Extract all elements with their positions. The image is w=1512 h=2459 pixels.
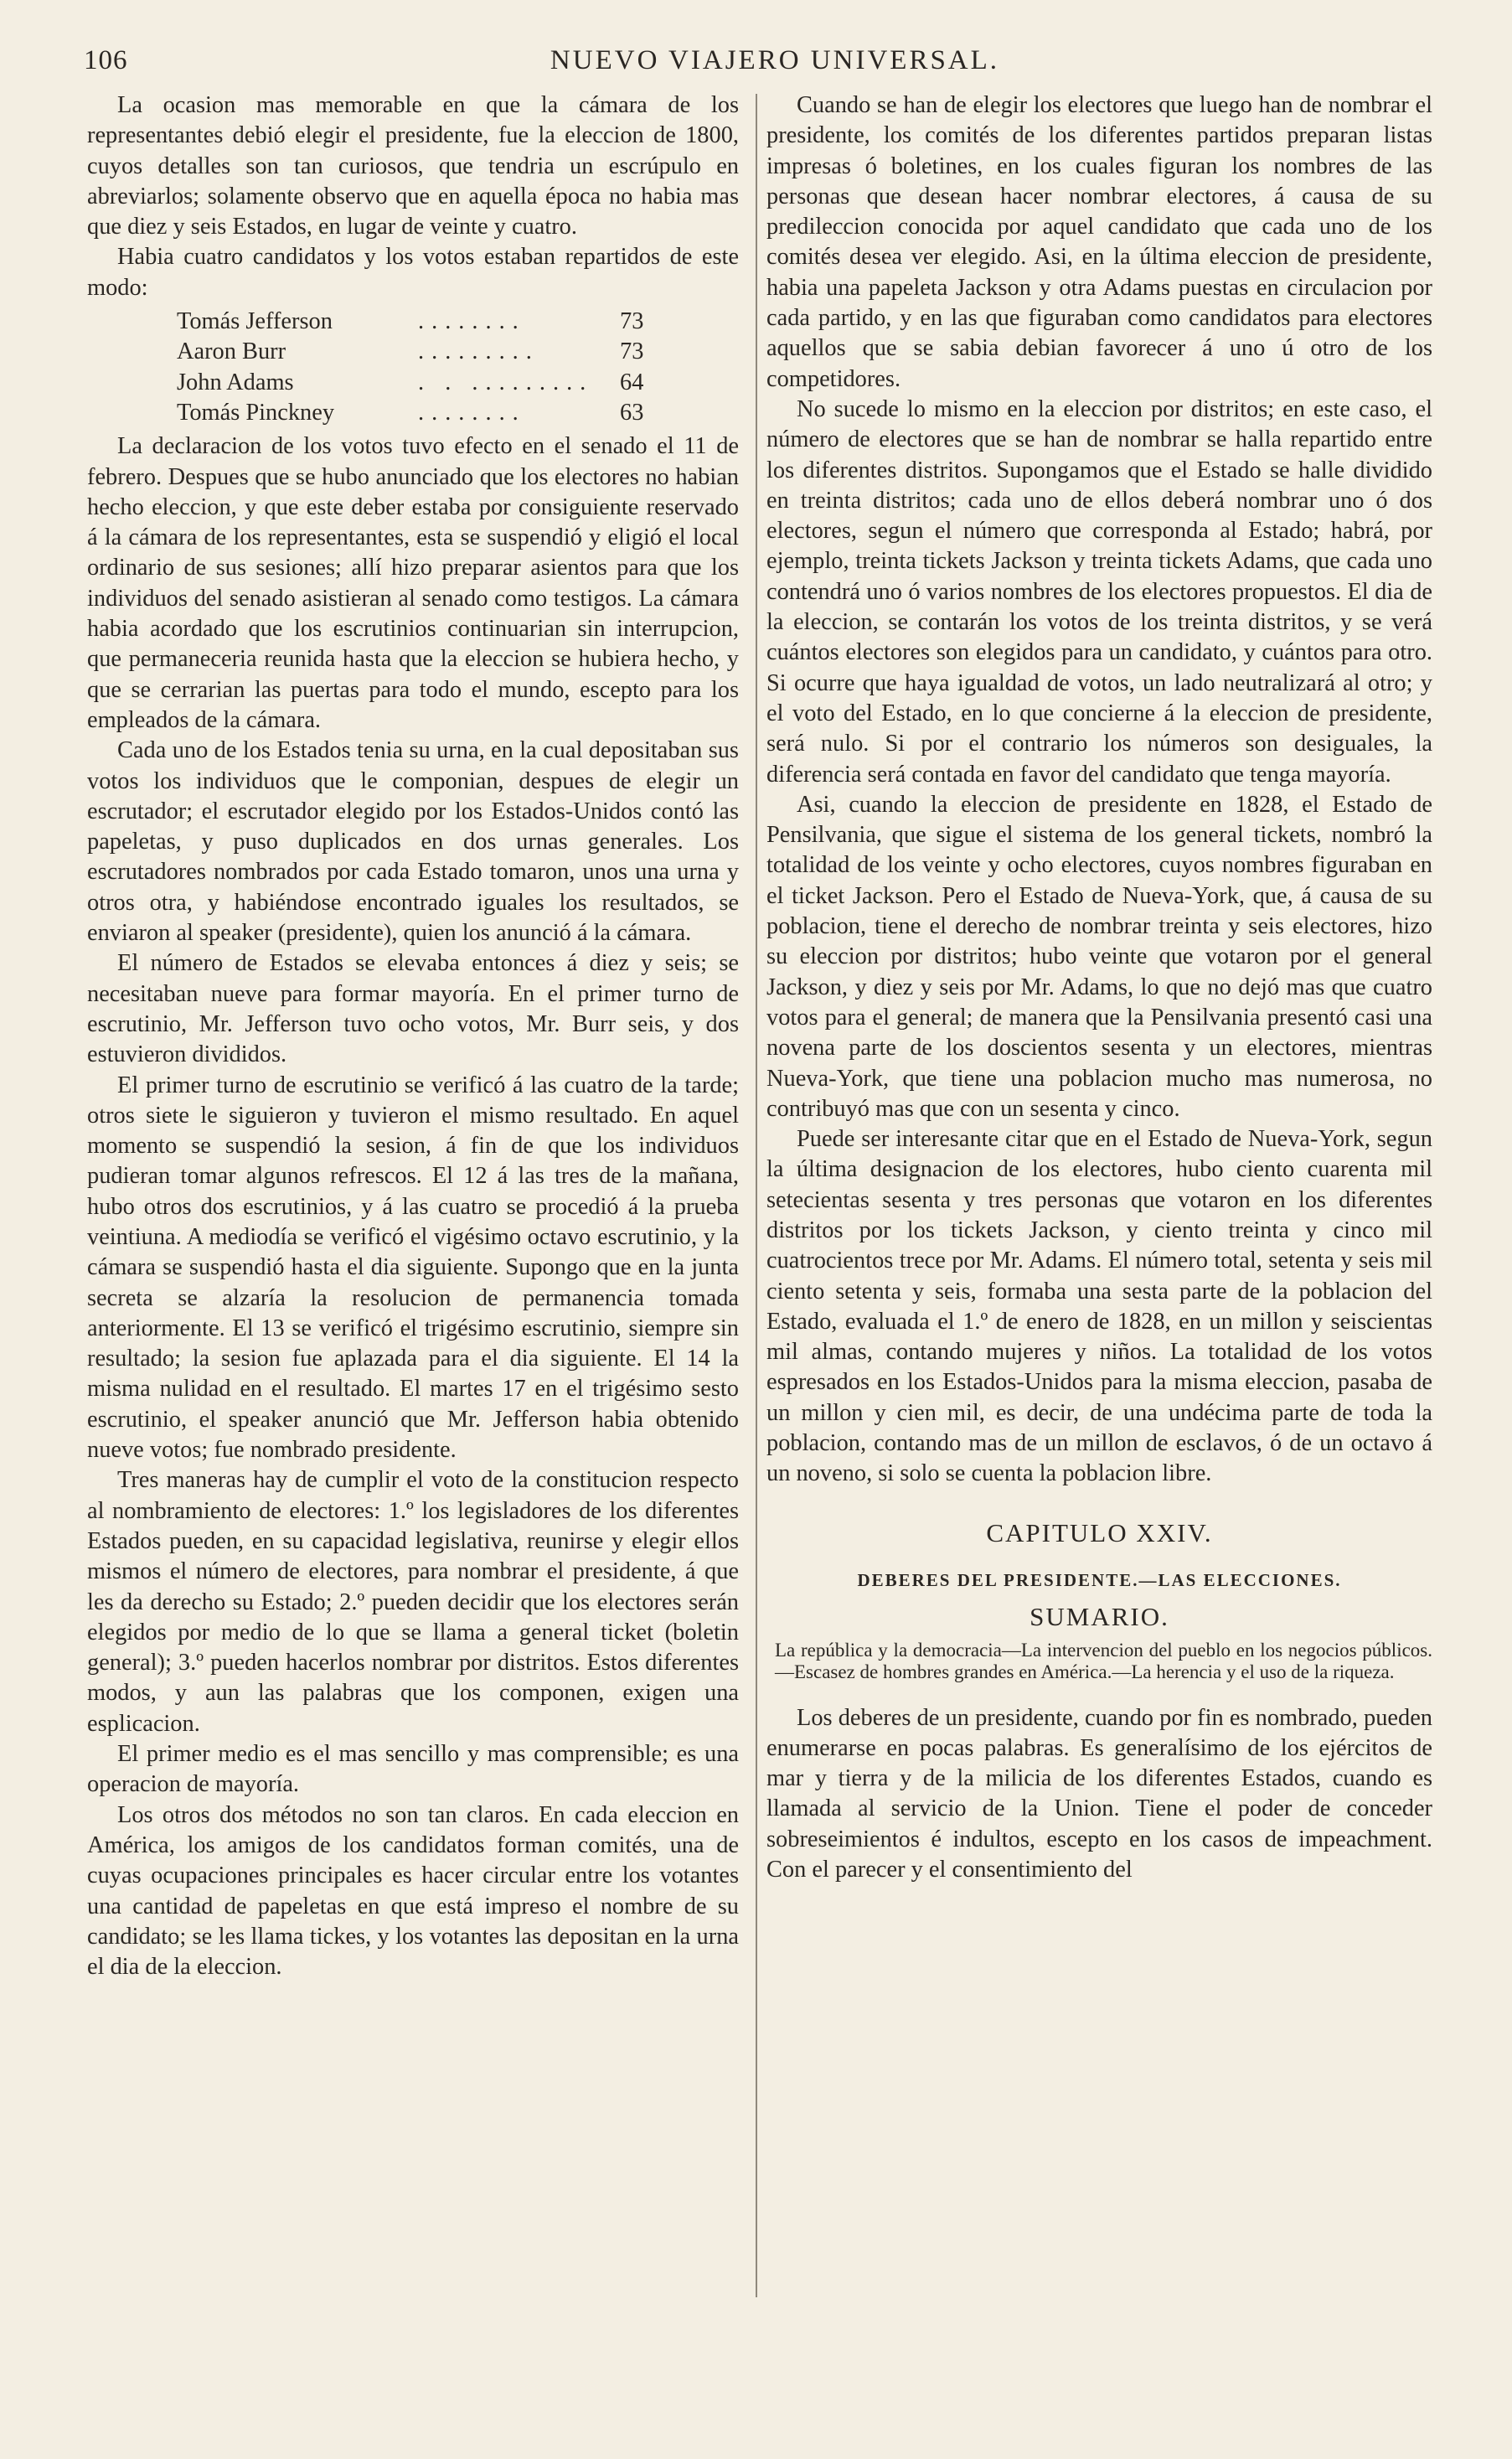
paragraph: Cuando se han de elegir los electores que luego han de nombrar el presidente, los comités de los diferentes partidos preparan listas impresas ó boletines, en los cuales figuran los nombres de las personas que desean hacer nombrar electores, á causa de su predileccion conocida por aquel candidato que cada uno de los comités desea ver elegido. Asi, en la última eleccion de presidente, habia una papeleta Jackson y otra Adams puestas en circulacion por cada partido, y en las que figuraban como candidatos para electores aquellos que se sabia debian favorecer á uno ú otro de los competidores. [766,92,1432,392]
leader-dots: ........ [418,399,526,426]
leader-dots: ......... [418,338,539,365]
paragraph: La ocasion mas memorable en que la cámara de los representantes debió elegir el presidente, fue la eleccion de 1800, cuyos detalles son tan curiosos, que tendria un escrúpulo en abreviarlos; solamente observo que en aquella época no habia mas que diez y seis Estados, en lugar de veinte y cuatro. [87,92,739,240]
candidate-name: Tomás Pinckney [177,399,335,426]
paragraph: La declaracion de los votos tuvo efecto en el senado el 11 de febrero. Despues que se hubo anunciado que los electores no habian hecho eleccion, y que este deber estaba por consiguiente reservado á la cámara de los representantes, esta se suspendió y eligió el local ordinario de sus sesiones; allí hizo preparar asientos para que los individuos del senado asistieran al senado como testigos. La cámara habia acordado que los escrutinios continuarian sin interrupcion, que permaneceria reunida hasta que la eleccion se hubiera hecho, y que se cerrarian las puertas para todo el mundo, escepto para los empleados de la cámara. [87,433,739,733]
running-title: NUEVO VIAJERO UNIVERSAL. [550,45,1000,75]
vote-count: 63 [620,399,644,426]
vote-table [87,307,739,428]
paragraph: El primer turno de escrutinio se verificó á las cuatro de la tarde; otros siete le siguieron y tuvieron el mismo resultado. En aquel momento se suspendió la sesion, á fin de que los individuos pudieran tomar algunos refrescos. El 12 á las tres de la mañana, hubo otros dos escrutinios, y á las cuatro se procedió á la prueba veintiuna. A mediodía se verificó el vigésimo octavo escrutinio, y la cámara se suspendió hasta el dia siguiente. Supongo que en la junta secreta se alzaría la resolucion de permanencia tomada anteriormente. El 13 se verificó el trigésimo escrutinio, siempre sin resultado; la sesion fue aplazada para el dia siguiente. El 14 la misma nulidad en el resultado. El martes 17 en el trigésimo sesto escrutinio, el speaker anunció que Mr. Jefferson habia obtenido nueve votos; fue nombrado presidente. [87,1072,739,1464]
paragraph: Los otros dos métodos no son tan claros. En cada eleccion en América, los amigos de los candidatos forman comités, una de cuyas ocupaciones principales es hacer circular entre los votantes una cantidad de papeletas en que está impreso el nombre de su candidato; se les llama tickes, y los votantes las depositan en la urna el dia de la eleccion. [87,1801,739,1981]
paragraph: Asi, cuando la eleccion de presidente en 1828, el Estado de Pensilvania, que sigue el sistema de los general tickets, nombró la totalidad de los veinte y ocho electores, cuyos nombres figuraban en el ticket Jackson. Pero el Estado de Nueva-York, que, á causa de su poblacion, tiene el derecho de nombrar treinta y seis electores, hizo su eleccion por distritos; hubo veinte que votaron por el general Jackson, y diez y seis por Mr. Adams, lo que no dejó mas que cuatro votos para el general; de manera que la Pensilvania presentó casi una novena parte de los doscientos sesenta y un electores, mientras Nueva-York, que tiene una poblacion mucho mas numerosa, no contribuyó mas que con un sesenta y cinco. [766,791,1432,1122]
candidate-name: Tomás Jefferson [177,308,333,335]
candidate-name: John Adams [177,369,294,395]
chapter-heading: CAPITULO XXIV. [986,1517,1213,1547]
column-divider [756,94,757,2297]
candidate-name: Aaron Burr [177,338,286,365]
page-header [84,45,1466,87]
vote-row [87,307,739,337]
paragraph: No sucede lo mismo en la eleccion por distritos; en este caso, el número de electores que se han de nombrar se halla repartido entre los diferentes distritos. Supongamos que el Estado se halle dividido en treinta distritos; cada uno de ellos deberá nombrar uno ó dos electores, segun el número que corresponda al Estado; habrá, por ejemplo, treinta tickets Jackson y treinta tickets Adams, que cada uno contendrá uno ó varios nombres de los electores propuestos. El dia de la eleccion, se contarán los votos de los treinta distritos, y se verá cuántos electores son elegidos para un candidato, y cuántos para otro. Si ocurre que haya igualdad de votos, un lado neutralizará al otro; y el voto del Estado, en lo que concierne á la eleccion de presidente, será nulo. Si por el contrario los números son desiguales, la diferencia será contada en favor del candidato que tenga mayoría. [766,395,1432,788]
page-number: 106 [84,45,128,75]
leader-dots: ........ [418,308,526,335]
vote-count: 64 [620,369,644,395]
right-column [766,90,1432,1885]
chapter-subtitle: DEBERES DEL PRESIDENTE.—LAS ELECCIONES. [857,1569,1342,1590]
vote-row [87,398,739,428]
paragraph: El número de Estados se elevaba entonces á diez y seis; se necesitaban nueve para formar mayoría. En el primer turno de escrutinio, Mr. Jefferson tuvo ocho votos, Mr. Burr seis, y dos estuvieron divididos. [87,950,739,1068]
vote-row [87,368,739,398]
paragraph: Puede ser interesante citar que en el Estado de Nueva-York, segun la última designacion de los electores, hubo ciento cuarenta mil setecientas sesenta y tres personas que votaron en los diferentes distritos por los tickets Jackson, y ciento treinta y cinco mil cuatrocientos trece por Mr. Adams. El número total, setenta y seis mil ciento setenta y seis, formaba una sesta parte de la poblacion del Estado, evaluada el 1.º de enero de 1828, en un millon y seiscientas mil almas, contando mujeres y niños. La totalidad de los votos espresados en los Estados-Unidos para la misma eleccion, pasaba de un millon y cien mil, es decir, de una undécima parte de toda la poblacion, contando mas de un millon de esclavos, ó de un octavo á un noveno, si solo se cuenta la poblacion libre. [766,1126,1432,1487]
paragraph: Cada uno de los Estados tenia su urna, en la cual depositaban sus votos los individuos que le componian, despues de elegir un escrutador; el escrutador elegido por los Estados-Unidos contó las papeletas, y puso duplicados en dos urnas generales. Los escrutadores nombrados por cada Estado tomaron, unos una urna y otros otra, y habiéndose encontrado iguales los resultados, se enviaron al speaker (presidente), quien los anunció á la cámara. [87,737,739,947]
vote-row [87,337,739,367]
left-column [87,90,739,1982]
sumario-heading: SUMARIO. [1030,1602,1169,1632]
vote-count: 73 [620,308,644,335]
leader-dots: . . ......... [418,369,594,395]
vote-count: 73 [620,338,644,365]
paragraph: Habia cuatro candidatos y los votos estaban repartidos de este modo: [87,244,739,301]
paragraph: Los deberes de un presidente, cuando por fin es nombrado, pueden enumerarse en pocas palabras. Es generalísimo de los ejércitos de mar y tierra y de la milicia de los diferentes Estados, cuando es llamada al servicio de la Union. Tiene el poder de conceder sobreseimientos é indultos, escepto en los casos de impeachment. Con el parecer y el consentimiento del [766,1704,1432,1883]
paragraph: El primer medio es el mas sencillo y mas comprensible; es una operacion de mayoría. [87,1741,739,1798]
sumario-text: La república y la democracia—La intervencion del pueblo en los negocios públicos.—Escasez de hombres grandes en América.—La herencia y el uso de la riqueza. [775,1639,1432,1682]
paragraph: Tres maneras hay de cumplir el voto de la constitucion respecto al nombramiento de electores: 1.º los legisladores de los diferentes Estados pueden, en su capacidad legislativa, reunirse y elegir ellos mismos el número de electores, para nombrar el presidente, á que les da derecho su Estado; 2.º pueden decidir que los electores serán elegidos por medio de lo que se llama a general ticket (boletin general); 3.º pueden hacerlos nombrar por distritos. Estos diferentes modos, y aun las palabras que los componen, exigen una esplicacion. [87,1467,739,1737]
